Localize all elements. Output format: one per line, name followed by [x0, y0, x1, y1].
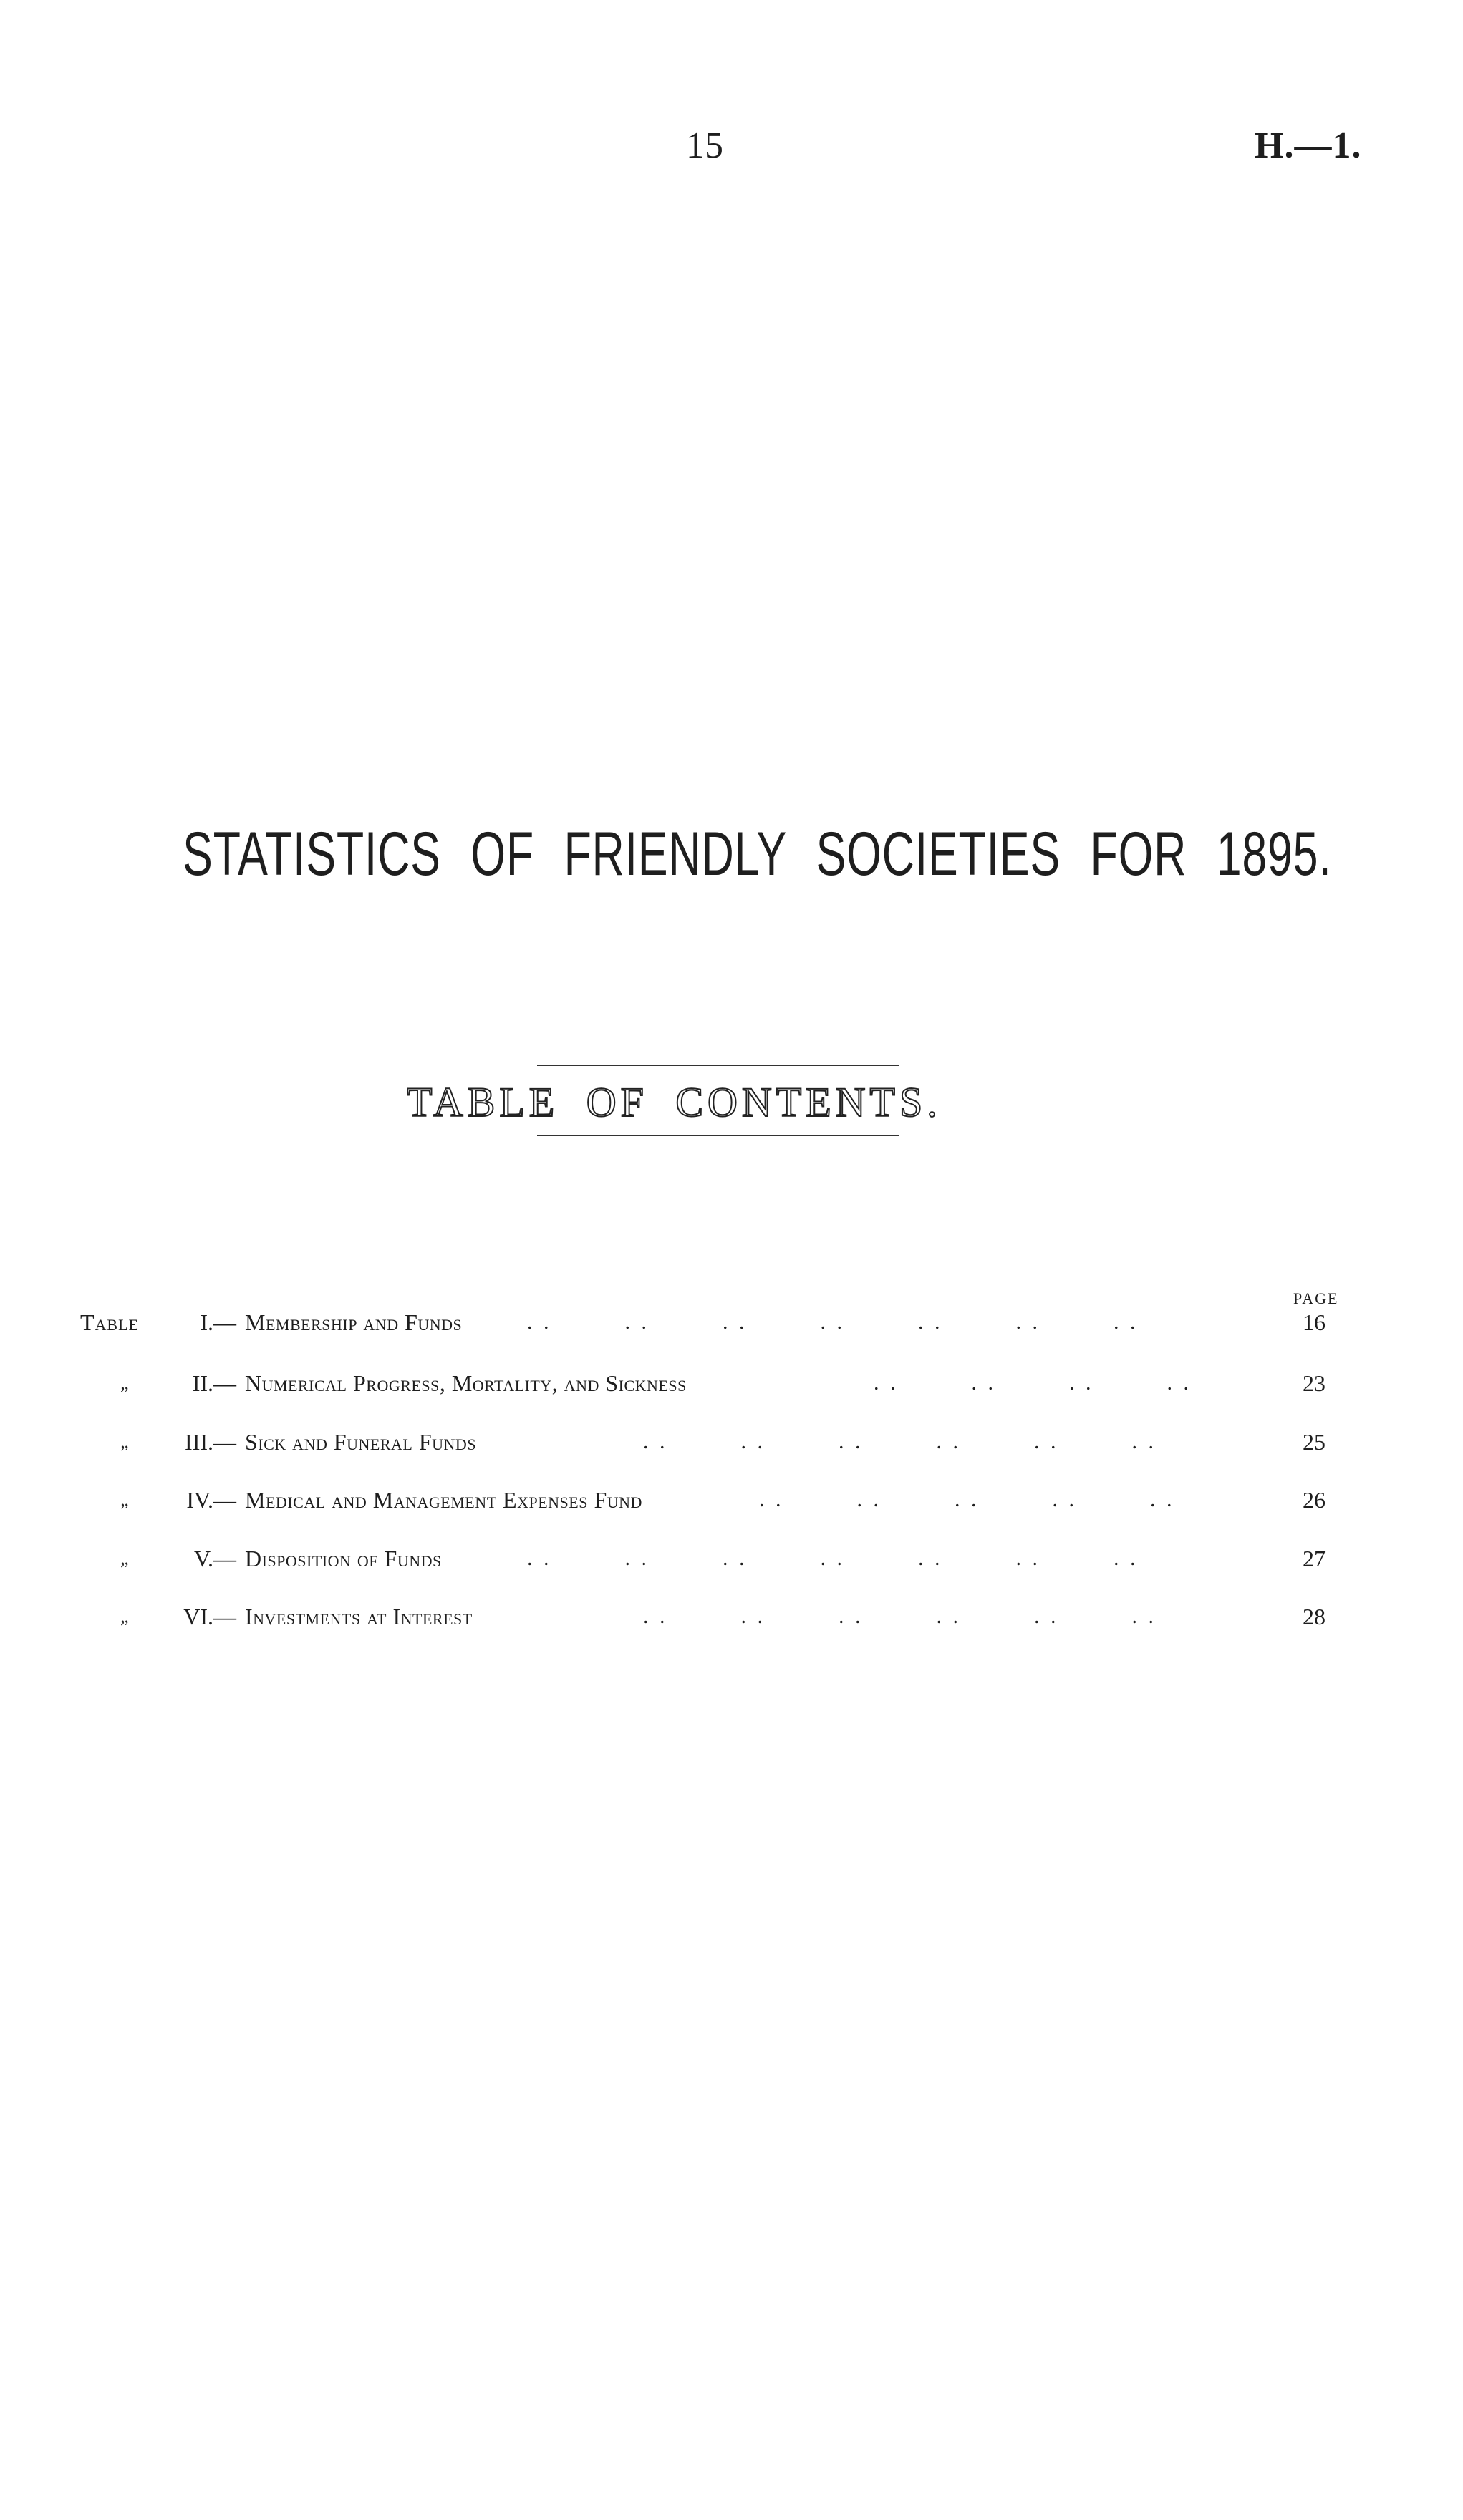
toc-entry	[0, 1304, 1463, 1340]
toc-numeral: I.—	[200, 1309, 236, 1335]
toc-entry	[0, 1482, 1463, 1518]
toc-page: 23	[1303, 1370, 1326, 1396]
toc-page: 25	[1303, 1429, 1326, 1455]
toc-leaders: . . . . . . . .	[874, 1371, 1192, 1395]
toc-leaders: . . . . . . . . . .	[759, 1488, 1175, 1511]
toc-prefix: „	[120, 1372, 131, 1393]
document-title: STATISTICS OF FRIENDLY SOCIETIES FOR 1895.	[183, 820, 1332, 888]
toc-prefix: „	[120, 1489, 131, 1510]
toc-numeral: IV.—	[186, 1487, 236, 1513]
page-number: 15	[686, 125, 723, 166]
toc-label: Membership and Funds	[245, 1309, 463, 1335]
toc-prefix: „	[120, 1606, 131, 1627]
toc-page: 28	[1303, 1604, 1326, 1629]
toc-numeral: V.—	[194, 1546, 236, 1571]
toc-label: Sick and Funeral Funds	[245, 1429, 477, 1455]
toc-leaders: . . . . . . . . . . . .	[643, 1430, 1157, 1453]
toc-entry	[0, 1424, 1463, 1460]
toc-prefix: Table	[80, 1309, 139, 1335]
toc-label: Numerical Progress, Mortality, and Sickness	[245, 1370, 687, 1396]
toc-entry	[0, 1599, 1463, 1634]
toc-page: 26	[1303, 1487, 1326, 1513]
contents-rule-bottom	[537, 1135, 899, 1136]
toc-leaders: . . . . . . . . . . . . . .	[527, 1546, 1139, 1570]
document-reference: H.—1.	[1255, 125, 1362, 166]
toc-label: Disposition of Funds	[245, 1546, 442, 1571]
toc-leaders: . . . . . . . . . . . .	[643, 1604, 1157, 1628]
toc-page: 16	[1303, 1309, 1326, 1335]
toc-entry	[0, 1541, 1463, 1576]
contents-rule-top	[537, 1065, 899, 1066]
toc-label: Investments at Interest	[245, 1604, 473, 1629]
contents-heading: TABLE OF CONTENTS.	[407, 1079, 942, 1125]
toc-prefix: „	[120, 1548, 131, 1569]
toc-page: 27	[1303, 1546, 1326, 1571]
toc-entry	[0, 1365, 1463, 1401]
toc-label: Medical and Management Expenses Fund	[245, 1487, 642, 1513]
toc-numeral: II.—	[192, 1370, 236, 1396]
toc-numeral: III.—	[185, 1429, 236, 1455]
toc-leaders: . . . . . . . . . . . . . .	[527, 1310, 1139, 1334]
toc-numeral: VI.—	[183, 1604, 236, 1629]
page-column-header: PAGE	[1293, 1289, 1339, 1307]
toc-prefix: „	[120, 1431, 131, 1452]
